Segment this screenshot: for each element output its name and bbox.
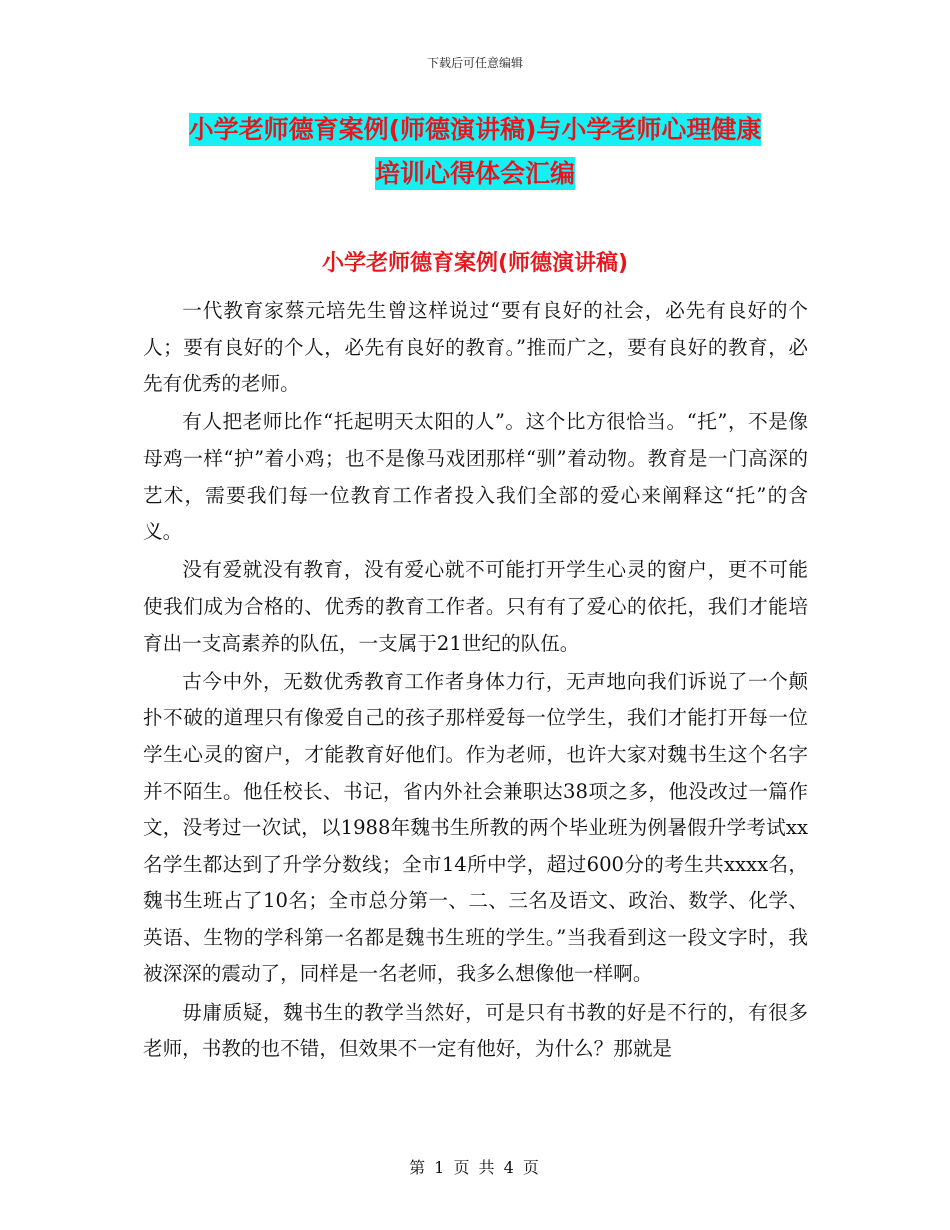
- paragraph-5: 毋庸质疑，魏书生的教学当然好，可是只有书教的好是不行的，有很多老师，书教的也不错，但效果不一定有他好，为什么？那就是: [143, 1000, 808, 1061]
- body-text: [143, 293, 808, 1069]
- paragraph-3: 没有爱就没有教育，没有爱心就不可能打开学生心灵的窗户，更不可能使我们成为合格的、优秀的教育工作者。只有有了爱心的依托，我们才能培育出一支高素养的队伍，一支属于21世纪的队伍。: [143, 558, 808, 655]
- main-title-line-1: 小学老师德育案例(师德演讲稿)与小学老师心理健康: [188, 115, 762, 144]
- header-note: 下载后可任意编辑: [426, 56, 523, 70]
- paragraph-1: 一代教育家蔡元培先生曾这样说过“要有良好的社会，必先有良好的个人；要有良好的个人，必先有良好的教育。”推而广之，要有良好的教育，必先有优秀的老师。: [143, 299, 808, 396]
- paragraph-4: 古今中外，无数优秀教育工作者身体力行，无声地向我们诉说了一个颠扑不破的道理只有像爱自己的孩子那样爱每一位学生，我们才能打开每一位学生心灵的窗户，才能教育好他们。作为老师，也许大家对魏书生这个名字并不陌生。他任校长、书记，省内外社会兼职达38项之多，他没改过一篇作文，没考过一次试，以1988年魏书生所教的两个毕业班为例暑假升学考试xx名学生都达到了升学分数线；全市14所中学，超过600分的考生共xxxx名，魏书生班占了10名；全市总分第一、二、三名及语文、政治、数学、化学、英语、生物的学科第一名都是魏书生班的学生。”当我看到这一段文字时，我被深深的震动了，同样是一名老师，我多么想像他一样啊。: [143, 669, 808, 986]
- main-title-line-2: 培训心得体会汇编: [374, 159, 575, 188]
- section-title: 小学老师德育案例(师德演讲稿): [321, 251, 629, 276]
- main-title: [140, 108, 810, 196]
- page-footer: 第 1 页 共 4 页: [409, 1158, 541, 1177]
- paragraph-2: 有人把老师比作“托起明天太阳的人”。这个比方很恰当。“托”，不是像母鸡一样“护”着小鸡；也不是像马戏团那样“驯”着动物。教育是一门高深的艺术，需要我们每一位教育工作者投入我们全部的爱心来阐释这“托”的含义。: [143, 410, 808, 544]
